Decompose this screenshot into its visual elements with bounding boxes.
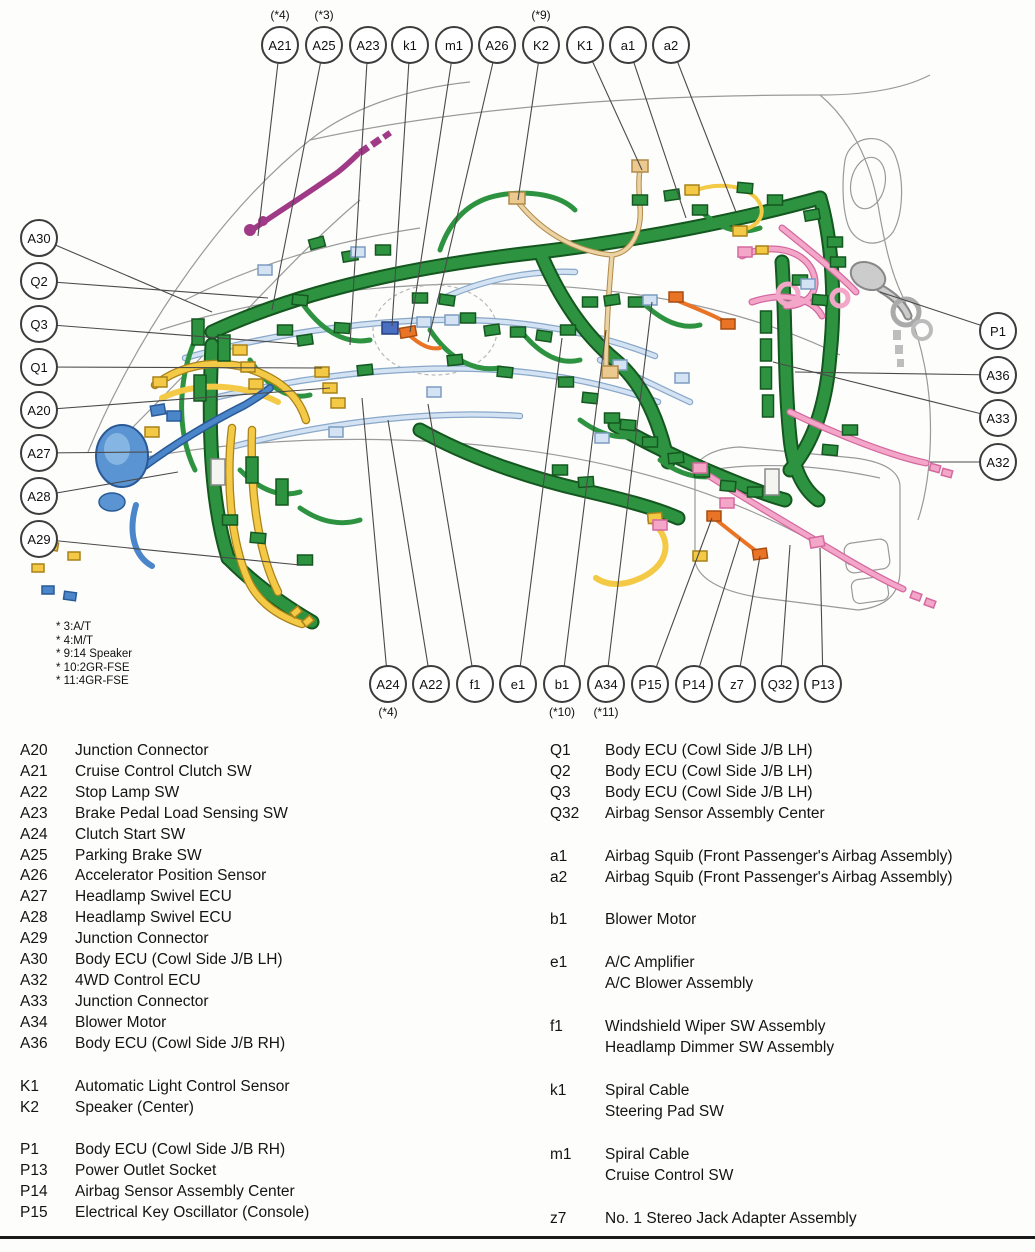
callout-A21: A21 (261, 26, 299, 64)
legend-code: P13 (20, 1162, 48, 1180)
legend-group (20, 1140, 550, 1224)
legend-description (75, 1098, 550, 1119)
callout-A36: A36 (979, 356, 1017, 394)
legend-description (75, 950, 550, 971)
legend-description-line: Airbag Sensor Assembly Center (75, 1183, 295, 1201)
diagram-footnote: * 11:4GR-FSE (56, 675, 129, 687)
callout-note-b1: (*10) (548, 705, 575, 719)
callout-e1: e1 (499, 665, 537, 703)
legend-entry-A21 (20, 762, 550, 783)
legend-description-line: No. 1 Stereo Jack Adapter Assembly (605, 1209, 857, 1227)
legend-description (75, 825, 550, 846)
legend-code: z7 (550, 1209, 567, 1227)
callout-P13: P13 (804, 665, 842, 703)
legend-code: f1 (550, 1018, 563, 1036)
legend-entry-a1 (550, 847, 1035, 868)
callout-A20: A20 (20, 391, 58, 429)
callout-Q2: Q2 (20, 262, 58, 300)
callout-A33: A33 (979, 399, 1017, 437)
legend-description-line: Spiral Cable (605, 1081, 690, 1099)
legend-entry-k1 (550, 1081, 1035, 1123)
callout-A23: A23 (349, 26, 387, 64)
legend-description (75, 1140, 550, 1161)
legend-group (550, 1081, 1035, 1123)
leader-lines (39, 45, 998, 684)
legend-description-line: Blower Motor (605, 911, 697, 929)
callout-A22: A22 (412, 665, 450, 703)
legend-description-line: Spiral Cable (605, 1145, 690, 1163)
legend-description-line: Airbag Sensor Assembly Center (605, 804, 825, 822)
legend-entry-A33 (20, 992, 550, 1013)
legend-entry-m1 (550, 1145, 1035, 1187)
callout-b1: b1 (543, 665, 581, 703)
callout-A25: A25 (305, 26, 343, 64)
legend-description-line: Electrical Key Oscillator (Console) (75, 1204, 310, 1222)
callout-P15: P15 (631, 665, 669, 703)
legend-description (605, 783, 1035, 804)
legend-description (75, 741, 550, 762)
legend-description-line: Body ECU (Cowl Side J/B RH) (75, 1141, 286, 1159)
legend-entry-z7 (550, 1209, 1035, 1230)
legend-description-line: Clutch Start SW (75, 825, 186, 843)
callout-a2: a2 (652, 26, 690, 64)
callout-note-K2: (*9) (531, 8, 551, 22)
legend-description (605, 953, 1035, 995)
legend-code: A23 (20, 804, 48, 822)
legend-description-line: 4WD Control ECU (75, 971, 201, 989)
legend-description (75, 1203, 550, 1224)
legend-code: A21 (20, 762, 48, 780)
legend-entry-Q1 (550, 741, 1035, 762)
legend-description (75, 846, 550, 867)
legend-description (75, 1034, 550, 1055)
callout-note-A24: (*4) (378, 705, 398, 719)
callout-A30: A30 (20, 219, 58, 257)
legend-description (75, 929, 550, 950)
legend-description-line: Headlamp Dimmer SW Assembly (605, 1039, 835, 1057)
legend-group (550, 741, 1035, 825)
legend-entry-P15 (20, 1203, 550, 1224)
green-harness-branches (182, 193, 760, 523)
legend-entry-Q3 (550, 783, 1035, 804)
legend-entry-A23 (20, 804, 550, 825)
callout-A29: A29 (20, 520, 58, 558)
legend-description-line: Speaker (Center) (75, 1098, 194, 1116)
legend-code: Q3 (550, 783, 571, 801)
diagram-footnote: * 3:A/T (56, 621, 92, 633)
callout-Q32: Q32 (761, 665, 799, 703)
legend-entry-K1 (20, 1077, 550, 1098)
legend-description (75, 971, 550, 992)
legend-entry-A32 (20, 971, 550, 992)
legend-description-line: Parking Brake SW (75, 846, 202, 864)
legend-entry-e1 (550, 953, 1035, 995)
legend-description (605, 1145, 1035, 1187)
legend-group (550, 847, 1035, 889)
legend (0, 741, 1035, 1252)
legend-code: A32 (20, 971, 48, 989)
legend-group (20, 741, 550, 1055)
legend-code: A28 (20, 909, 48, 927)
legend-code: A30 (20, 951, 48, 969)
legend-code: a2 (550, 868, 568, 886)
legend-description-line: Steering Pad SW (605, 1102, 724, 1120)
legend-entry-a2 (550, 868, 1035, 889)
legend-description-line: Body ECU (Cowl Side J/B LH) (605, 783, 813, 801)
legend-group (550, 1017, 1035, 1059)
legend-code: K1 (20, 1077, 39, 1095)
legend-code: A20 (20, 742, 48, 759)
legend-entry-A29 (20, 929, 550, 950)
legend-entry-A36 (20, 1034, 550, 1055)
legend-entry-P13 (20, 1161, 550, 1182)
legend-description (605, 1209, 1035, 1230)
legend-entry-A27 (20, 887, 550, 908)
legend-code: Q1 (550, 742, 571, 759)
legend-code: A36 (20, 1034, 48, 1052)
legend-description-line: Airbag Squib (Front Passenger's Airbag Assembly) (605, 847, 953, 865)
legend-code: e1 (550, 954, 568, 972)
callout-A34: A34 (587, 665, 625, 703)
legend-entry-A26 (20, 866, 550, 887)
legend-entry-P1 (20, 1140, 550, 1161)
legend-code: Q2 (550, 762, 571, 780)
legend-entry-Q32 (550, 804, 1035, 825)
diagram-footnotes (56, 621, 132, 689)
legend-description (75, 1161, 550, 1182)
legend-description (75, 1077, 550, 1098)
legend-entry-A20 (20, 741, 550, 762)
legend-description (75, 762, 550, 783)
legend-description (605, 741, 1035, 762)
legend-description-line: Body ECU (Cowl Side J/B LH) (75, 951, 283, 969)
callout-P14: P14 (675, 665, 713, 703)
callout-A26: A26 (478, 26, 516, 64)
legend-description-line: Blower Motor (75, 1013, 167, 1031)
legend-code: A22 (20, 783, 48, 801)
legend-group (550, 910, 1035, 931)
legend-column-right (550, 741, 1035, 1252)
legend-description (605, 1017, 1035, 1059)
legend-group (550, 1145, 1035, 1187)
legend-description-line: Windshield Wiper SW Assembly (605, 1018, 826, 1036)
callout-K2: K2 (522, 26, 560, 64)
legend-description-line: Junction Connector (75, 930, 209, 948)
purple-wire (244, 130, 392, 236)
legend-group (20, 1077, 550, 1119)
legend-code: P14 (20, 1183, 48, 1201)
callout-A27: A27 (20, 434, 58, 472)
legend-code: A24 (20, 825, 48, 843)
legend-entry-A30 (20, 950, 550, 971)
legend-code: P15 (20, 1204, 48, 1222)
legend-entry-P14 (20, 1182, 550, 1203)
legend-code: A26 (20, 867, 48, 885)
legend-description (605, 762, 1035, 783)
callout-note-A34: (*11) (593, 705, 619, 719)
legend-description-line: Body ECU (Cowl Side J/B LH) (605, 762, 813, 780)
legend-code: A29 (20, 930, 48, 948)
legend-entry-K2 (20, 1098, 550, 1119)
legend-description (605, 910, 1035, 931)
legend-description (75, 908, 550, 929)
legend-description-line: Brake Pedal Load Sensing SW (75, 804, 288, 822)
misc-connectors (42, 160, 953, 608)
key-cylinder (846, 257, 931, 367)
legend-group (550, 1209, 1035, 1230)
legend-entry-A34 (20, 1013, 550, 1034)
legend-group (550, 953, 1035, 995)
legend-description-line: Automatic Light Control Sensor (75, 1077, 290, 1095)
legend-code: P1 (20, 1141, 39, 1159)
callout-z7: z7 (718, 665, 756, 703)
callout-m1: m1 (435, 26, 473, 64)
callout-A28: A28 (20, 477, 58, 515)
legend-entry-b1 (550, 910, 1035, 931)
legend-code: a1 (550, 847, 568, 865)
diagram-footnote: * 4:M/T (56, 634, 94, 647)
legend-description (605, 1081, 1035, 1123)
legend-entry-A24 (20, 825, 550, 846)
legend-description-line: Headlamp Swivel ECU (75, 909, 232, 927)
legend-code: A25 (20, 846, 48, 864)
legend-description-line: Headlamp Swivel ECU (75, 888, 232, 906)
callout-A32: A32 (979, 443, 1017, 481)
legend-entry-Q2 (550, 762, 1035, 783)
legend-code: K2 (20, 1098, 39, 1116)
legend-description-line: Cruise Control SW (605, 1166, 734, 1184)
callout-k1: k1 (391, 26, 429, 64)
legend-description-line: Airbag Squib (Front Passenger's Airbag Assembly) (605, 868, 953, 886)
legend-description-line: Stop Lamp SW (75, 783, 180, 801)
legend-description-line: Junction Connector (75, 742, 209, 759)
callout-Q3: Q3 (20, 305, 58, 343)
legend-code: Q32 (550, 804, 580, 822)
legend-description (75, 866, 550, 887)
legend-description (75, 1013, 550, 1034)
legend-entry-A28 (20, 908, 550, 929)
callout-Q1: Q1 (20, 348, 58, 386)
legend-description (605, 868, 1035, 889)
callout-note-A25: (*3) (314, 8, 334, 22)
legend-description-line: Junction Connector (75, 992, 209, 1010)
legend-entry-A25 (20, 846, 550, 867)
legend-description-line: Power Outlet Socket (75, 1162, 217, 1180)
legend-code: A33 (20, 992, 48, 1010)
legend-code: k1 (550, 1081, 567, 1099)
callout-a1: a1 (609, 26, 647, 64)
diagram-footnote: * 10:2GR-FSE (56, 661, 130, 674)
legend-description-line: A/C Amplifier (605, 954, 695, 972)
legend-code: m1 (550, 1145, 572, 1163)
legend-code: b1 (550, 911, 568, 929)
legend-column-left (20, 741, 550, 1252)
legend-code: A34 (20, 1013, 48, 1031)
legend-description (75, 1182, 550, 1203)
legend-description-line: Body ECU (Cowl Side J/B LH) (605, 742, 813, 759)
legend-description (75, 992, 550, 1013)
legend-description (75, 804, 550, 825)
legend-description-line: Accelerator Position Sensor (75, 867, 267, 885)
legend-description-line: Body ECU (Cowl Side J/B RH) (75, 1034, 286, 1052)
callout-A24: A24 (369, 665, 407, 703)
legend-description-line: Cruise Control Clutch SW (75, 762, 252, 780)
callout-f1: f1 (456, 665, 494, 703)
legend-entry-f1 (550, 1017, 1035, 1059)
bottom-rule (0, 1236, 1035, 1239)
callout-P1: P1 (979, 312, 1017, 350)
diagram-footnote: * 9:14 Speaker (56, 648, 133, 660)
callout-note-A21: (*4) (270, 8, 290, 22)
callout-K1: K1 (566, 26, 604, 64)
legend-description (605, 804, 1035, 825)
legend-description (75, 887, 550, 908)
legend-entry-A22 (20, 783, 550, 804)
legend-description-line: A/C Blower Assembly (605, 975, 754, 993)
legend-code: A27 (20, 888, 48, 906)
legend-description (605, 847, 1035, 868)
legend-description (75, 783, 550, 804)
